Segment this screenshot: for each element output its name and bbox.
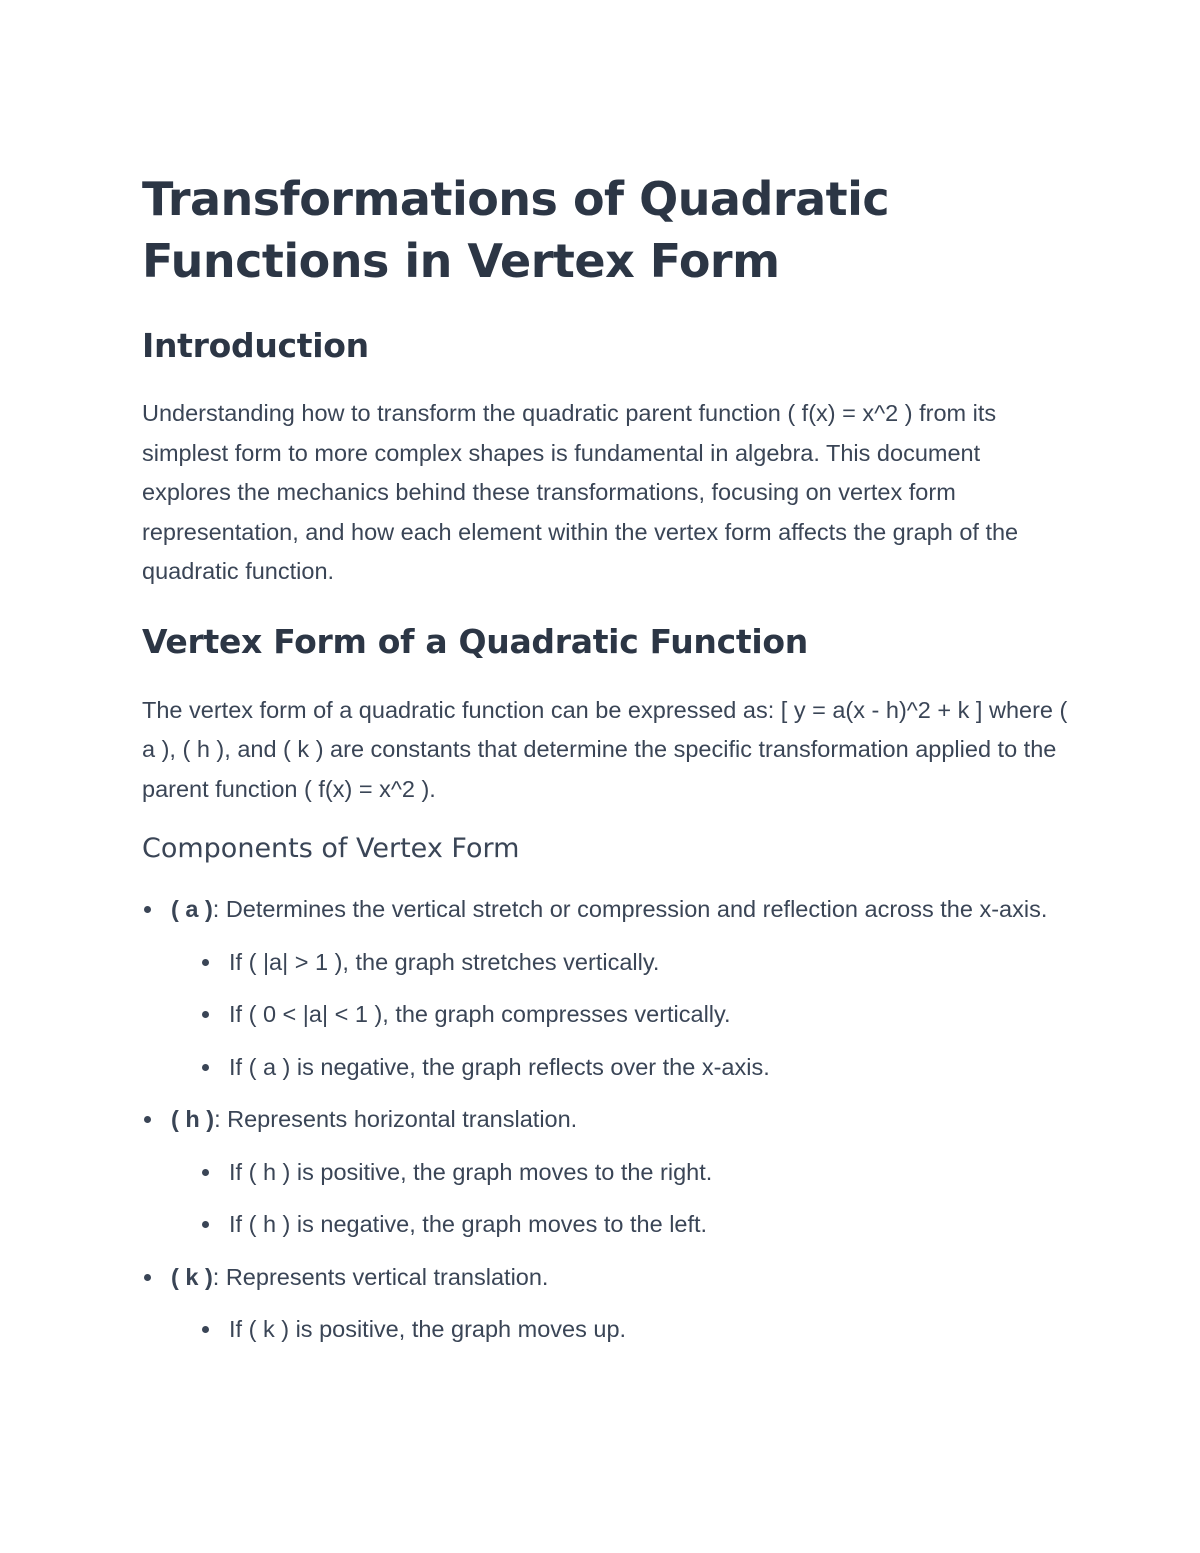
component-term: ( a ) [171, 896, 213, 922]
list-item [171, 1153, 1072, 1193]
introduction-heading: Introduction [142, 326, 369, 365]
bullet-icon [144, 1274, 151, 1281]
component-term: ( k ) [171, 1263, 213, 1290]
list-item [171, 1205, 1072, 1245]
list-item-text: If ( h ) is negative, the graph moves to the left. [229, 1211, 708, 1237]
bullet-icon [202, 1326, 209, 1333]
vertex-form-paragraph: The vertex form of a quadratic function can be expressed as: [ y = a(x - h)^2 + k ] where ( a ), ( h ), and ( k ) are constants that determine the specific transformation applied to the parent function ( f(x) = x^2 ). [142, 696, 1068, 802]
component-sublist [171, 1153, 1072, 1245]
component-sublist [171, 1310, 1072, 1350]
component-item-a [142, 890, 1072, 1087]
component-item-h [142, 1100, 1072, 1245]
bullet-icon [144, 1116, 151, 1123]
list-item [171, 943, 1072, 983]
component-item-k [142, 1258, 1072, 1350]
list-item [171, 1310, 1072, 1350]
list-item-text: If ( k ) is positive, the graph moves up. [229, 1316, 627, 1342]
bullet-icon [202, 1064, 209, 1071]
introduction-paragraph: Understanding how to transform the quadratic parent function ( f(x) = x^2 ) from its simplest form to more complex shapes is fundamental in algebra. This document explores the mechanics behind these transformations, focusing on vertex form representation, and how each element within the vertex form affects the graph of the quadratic function. [142, 400, 1019, 584]
list-item-text: If ( a ) is negative, the graph reflects over the x-axis. [229, 1053, 770, 1080]
bullet-icon [202, 959, 209, 966]
list-item-text: If ( 0 < |a| < 1 ), the graph compresses vertically. [229, 1001, 731, 1027]
components-heading: Components of Vertex Form [142, 833, 520, 864]
bullet-icon [144, 906, 151, 913]
bullet-icon [202, 1221, 209, 1228]
component-term: ( h ) [171, 1106, 215, 1132]
component-sublist [171, 943, 1072, 1088]
component-description: : Represents horizontal translation. [214, 1106, 578, 1132]
vertex-form-heading: Vertex Form of a Quadratic Function [142, 621, 808, 661]
component-description: : Represents vertical translation. [212, 1263, 549, 1290]
document-page [142, 168, 1072, 1363]
component-description: : Determines the vertical stretch or compression and reflection across the x-axis. [212, 896, 1048, 922]
list-item [171, 1048, 1072, 1088]
list-item-text: If ( h ) is positive, the graph moves to the right. [229, 1158, 713, 1185]
components-list [142, 890, 1072, 1350]
list-item-text: If ( |a| > 1 ), the graph stretches vertically. [229, 948, 660, 975]
document-title: Transformations of Quadratic Functions in Vertex Form [142, 172, 890, 288]
list-item [171, 995, 1072, 1035]
bullet-icon [202, 1169, 209, 1176]
bullet-icon [202, 1011, 209, 1018]
